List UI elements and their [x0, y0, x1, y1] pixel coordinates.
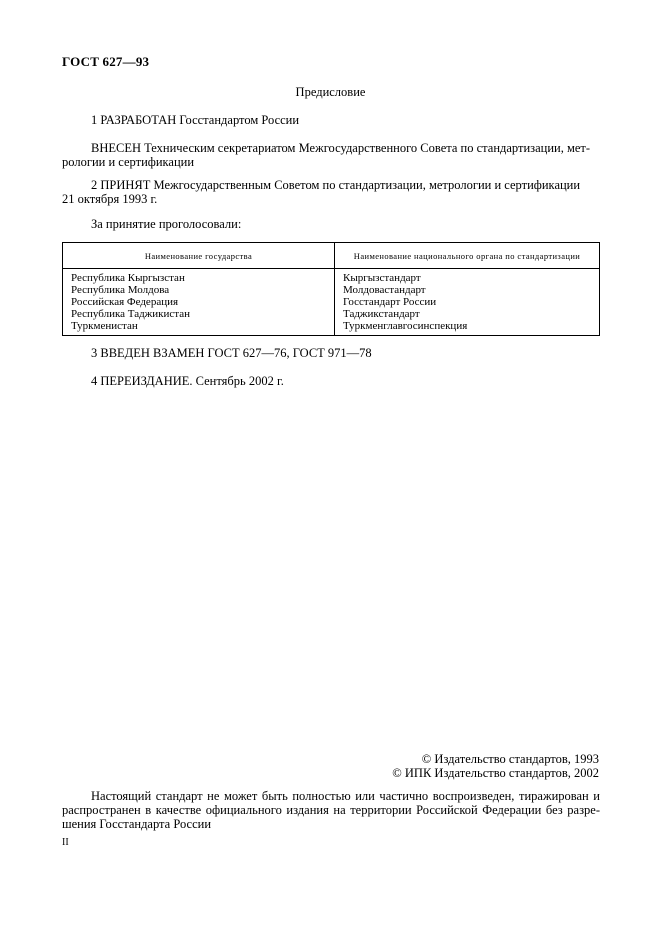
- table-row: [63, 269, 600, 336]
- item-accepted: [62, 178, 599, 206]
- column-header-state: Наименование государства: [63, 243, 335, 269]
- item-developed: 1 РАЗРАБОТАН Госстандартом России: [91, 113, 300, 127]
- item-accepted-line-1: 2 ПРИНЯТ Межгосударственным Советом по стандартизации, метрологии и сертификации: [91, 178, 581, 192]
- notice-line-1: Настоящий стандарт не может быть полностью или частично воспроизведен, тиражирован и: [91, 789, 600, 803]
- reproduction-notice: [62, 789, 600, 831]
- item-introduced-line-1: ВНЕСЕН Техническим секретариатом Межгосударственного Совета по стандартизации, мет-: [91, 141, 591, 155]
- copyright-block: [392, 752, 599, 780]
- body-name: Кыргызстандарт: [343, 272, 421, 284]
- copyright-line-1: © Издательство стандартов, 1993: [421, 752, 599, 766]
- item-accepted-line-2: 21 октября 1993 г.: [62, 192, 158, 206]
- page-number: II: [62, 837, 69, 848]
- state-name: Республика Кыргызстан: [71, 272, 185, 284]
- bodies-cell: [335, 269, 600, 336]
- state-name: Республика Молдова: [71, 284, 170, 296]
- item-reissue: 4 ПЕРЕИЗДАНИЕ. Сентябрь 2002 г.: [91, 374, 284, 388]
- body-name: Туркменглавгосинспекция: [343, 320, 468, 332]
- table-header-row: [63, 243, 600, 269]
- document-code: ГОСТ 627—93: [62, 54, 150, 69]
- page-title: Предисловие: [295, 85, 366, 99]
- state-name: Республика Таджикистан: [71, 308, 190, 320]
- states-table: [62, 242, 600, 336]
- item-introduced-line-2: рологии и сертификации: [62, 155, 195, 169]
- item-replaces: 3 ВВЕДЕН ВЗАМЕН ГОСТ 627—76, ГОСТ 971—78: [91, 346, 372, 360]
- body-name: Таджикстандарт: [343, 308, 420, 320]
- state-name: Российская Федерация: [71, 296, 179, 308]
- voted-label: За принятие проголосовали:: [91, 217, 242, 231]
- item-introduced: [62, 141, 599, 169]
- body-name: Молдовастандарт: [343, 284, 426, 296]
- copyright-line-2: © ИПК Издательство стандартов, 2002: [392, 766, 599, 780]
- states-cell: [63, 269, 335, 336]
- state-name: Туркменистан: [71, 320, 138, 332]
- notice-line-3: шения Госстандарта России: [62, 817, 212, 831]
- notice-line-2: распространен в качестве официального издания на территории Российской Федерации без разре-: [62, 803, 600, 817]
- body-name: Госстандарт России: [343, 296, 437, 308]
- column-header-body: Наименование национального органа по стандартизации: [335, 243, 600, 269]
